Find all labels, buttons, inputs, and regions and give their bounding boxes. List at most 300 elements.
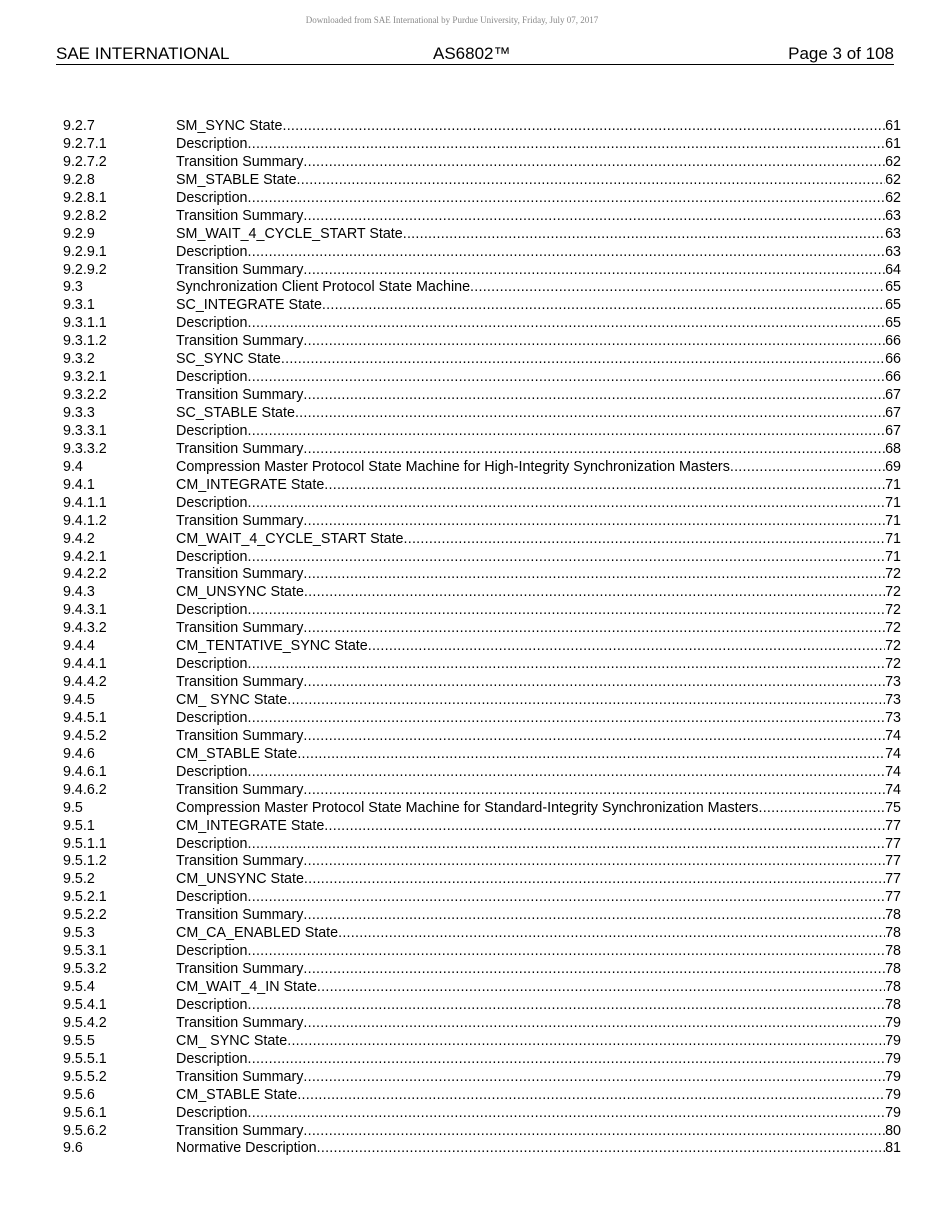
toc-entry-line — [176, 674, 901, 692]
toc-section-number: 9.5.3 — [63, 925, 95, 942]
toc-entry[interactable] — [63, 889, 901, 907]
toc-section-number: 9.5.6.1 — [63, 1104, 107, 1121]
toc-page-number: 77 — [885, 817, 901, 834]
toc-dot-leader — [248, 943, 886, 961]
toc-entry[interactable] — [63, 1105, 901, 1123]
toc-entry-line — [176, 1033, 901, 1051]
toc-page-number: 67 — [885, 422, 901, 439]
toc-section-title: Transition Summary — [176, 727, 304, 744]
toc-page-number: 72 — [885, 638, 901, 655]
toc-entry[interactable] — [63, 1087, 901, 1105]
toc-section-title: Description — [176, 709, 248, 726]
toc-page-number: 67 — [885, 405, 901, 421]
toc-entry[interactable] — [63, 333, 901, 351]
toc-dot-leader — [322, 297, 885, 315]
toc-section-number: 9.5.5.1 — [63, 1050, 107, 1067]
toc-entry-line — [176, 800, 901, 818]
toc-entry-line — [176, 1140, 901, 1158]
toc-entry-line — [176, 638, 901, 656]
toc-section-title: Description — [176, 1104, 248, 1121]
toc-page-number: 74 — [885, 763, 901, 780]
toc-dot-leader — [248, 369, 886, 387]
toc-section-number: 9.5.2.2 — [63, 907, 107, 924]
toc-page-number: 72 — [885, 620, 901, 637]
toc-dot-leader — [248, 997, 886, 1015]
toc-entry-line — [176, 692, 901, 710]
toc-entry[interactable] — [63, 1015, 901, 1033]
toc-page-number: 63 — [885, 207, 901, 224]
toc-dot-leader — [248, 764, 886, 782]
download-note: Downloaded from SAE International by Purdue University, Friday, July 07, 2017 — [305, 15, 599, 25]
toc-entry-line — [176, 907, 901, 925]
toc-section-number: 9.3.3 — [63, 405, 95, 421]
toc-entry-line — [176, 459, 901, 477]
toc-section-number: 9.5.4.2 — [63, 1014, 107, 1031]
toc-entry-line — [176, 172, 901, 190]
toc-page-number: 79 — [885, 1032, 901, 1049]
toc-entry-line — [176, 351, 901, 369]
toc-section-number: 9.2.8 — [63, 171, 95, 188]
toc-section-title: CM_STABLE State — [176, 1086, 298, 1103]
toc-entry-line — [176, 997, 901, 1015]
toc-page-number: 72 — [885, 566, 901, 583]
toc-entry-line — [176, 423, 901, 441]
toc-entry[interactable] — [63, 997, 901, 1015]
toc-section-title: Description — [176, 889, 248, 906]
toc-entry[interactable] — [63, 118, 901, 136]
toc-entry[interactable] — [63, 459, 901, 477]
toc-entry[interactable] — [63, 387, 901, 405]
toc-page-number: 61 — [885, 135, 901, 152]
toc-entry[interactable] — [63, 943, 901, 961]
toc-dot-leader — [470, 279, 885, 297]
toc-entry[interactable] — [63, 315, 901, 333]
toc-dot-leader — [730, 459, 885, 477]
toc-entry-line — [176, 208, 901, 226]
toc-page-number: 78 — [885, 961, 901, 978]
toc-entry[interactable] — [63, 728, 901, 746]
toc-section-number: 9.3.1 — [63, 297, 95, 314]
toc-entry-line — [176, 549, 901, 567]
toc-entry-line — [176, 477, 901, 495]
toc-section-title: Transition Summary — [176, 853, 304, 870]
toc-page-number: 71 — [885, 548, 901, 565]
toc-dot-leader — [248, 190, 886, 208]
toc-section-title: CM_ SYNC State — [176, 1032, 288, 1049]
toc-section-number: 9.5.1.1 — [63, 835, 107, 852]
toc-dot-leader — [304, 871, 885, 889]
toc-entry-line — [176, 369, 901, 387]
toc-section-number: 9.5.4.1 — [63, 996, 107, 1013]
toc-section-number: 9.4.1.1 — [63, 494, 107, 511]
toc-entry-line — [176, 244, 901, 262]
page-header — [56, 44, 894, 65]
toc-dot-leader — [303, 1123, 885, 1141]
toc-section-title: Synchronization Client Protocol State Machine — [176, 279, 471, 296]
toc-entry-line — [176, 136, 901, 154]
toc-dot-leader — [317, 1140, 885, 1158]
toc-page-number: 71 — [885, 530, 901, 547]
toc-dot-leader — [303, 674, 885, 692]
toc-page-number: 75 — [885, 799, 901, 816]
toc-section-number: 9.4.3.2 — [63, 620, 107, 637]
toc-page-number: 79 — [885, 1014, 901, 1031]
toc-page-number: 67 — [885, 387, 901, 404]
toc-entry[interactable] — [63, 674, 901, 692]
toc-entry-line — [176, 333, 901, 351]
toc-entry[interactable] — [63, 1069, 901, 1087]
toc-section-number: 9.5.1.2 — [63, 853, 107, 870]
toc-entry-line — [176, 531, 901, 549]
toc-section-number: 9.4.4.2 — [63, 674, 107, 691]
toc-page-number: 78 — [885, 979, 901, 995]
toc-dot-leader — [303, 154, 885, 172]
toc-dot-leader — [248, 656, 886, 674]
toc-section-title: Transition Summary — [176, 961, 304, 978]
toc-entry-line — [176, 710, 901, 728]
toc-entry-line — [176, 620, 901, 638]
toc-entry-line — [176, 1069, 901, 1087]
toc-entry-line — [176, 961, 901, 979]
toc-page-number: 78 — [885, 907, 901, 924]
toc-entry[interactable] — [63, 190, 901, 208]
toc-section-title: Compression Master Protocol State Machine for Standard-Integrity Synchronization Masters — [176, 799, 759, 816]
toc-entry-line — [176, 836, 901, 854]
toc-section-title: Compression Master Protocol State Machine for High-Integrity Synchronization Masters — [176, 458, 730, 475]
toc-page-number: 63 — [885, 243, 901, 260]
toc-section-title: Description — [176, 835, 248, 852]
toc-dot-leader — [303, 782, 885, 800]
toc-entry[interactable] — [63, 818, 901, 836]
toc-section-title: Description — [176, 189, 248, 206]
toc-entry[interactable] — [63, 262, 901, 280]
toc-page-number: 77 — [885, 835, 901, 852]
toc-dot-leader — [297, 1087, 885, 1105]
toc-entry-line — [176, 297, 901, 315]
toc-section-title: Transition Summary — [176, 440, 304, 457]
toc-dot-leader — [297, 172, 886, 190]
toc-section-number: 9.4 — [63, 458, 83, 475]
toc-entry[interactable] — [63, 584, 901, 602]
toc-section-number: 9.2.7.1 — [63, 135, 107, 152]
toc-section-title: CM_ SYNC State — [176, 692, 288, 708]
toc-section-number: 9.3.3.1 — [63, 422, 107, 439]
toc-entry-line — [176, 566, 901, 584]
toc-section-number: 9.5.2 — [63, 871, 95, 888]
toc-entry[interactable] — [63, 279, 901, 297]
toc-dot-leader — [295, 405, 885, 423]
toc-entry[interactable] — [63, 979, 901, 997]
toc-section-number: 9.3.3.2 — [63, 440, 107, 457]
toc-page-number: 78 — [885, 996, 901, 1013]
toc-section-title: CM_TENTATIVE_SYNC State — [176, 638, 368, 655]
toc-section-number: 9.5.3.2 — [63, 961, 107, 978]
toc-entry[interactable] — [63, 1140, 901, 1158]
toc-section-number: 9.5.3.1 — [63, 943, 107, 960]
toc-page-number: 71 — [885, 476, 901, 493]
toc-dot-leader — [303, 208, 885, 226]
toc-dot-leader — [303, 961, 885, 979]
toc-entry[interactable] — [63, 136, 901, 154]
toc-entry-line — [176, 279, 901, 297]
toc-entry[interactable] — [63, 764, 901, 782]
toc-entry[interactable] — [63, 495, 901, 513]
header-page-number: Page 3 of 108 — [788, 44, 894, 63]
toc-entry-line — [176, 513, 901, 531]
toc-dot-leader — [282, 118, 885, 136]
toc-entry[interactable] — [63, 620, 901, 638]
toc-section-number: 9.5 — [63, 799, 83, 816]
toc-section-number: 9.2.9 — [63, 225, 95, 242]
toc-dot-leader — [303, 333, 885, 351]
toc-page-number: 63 — [885, 225, 901, 242]
toc-dot-leader — [303, 262, 885, 280]
toc-page-number: 68 — [885, 440, 901, 457]
toc-entry[interactable] — [63, 566, 901, 584]
toc-entry[interactable] — [63, 405, 901, 423]
toc-section-number: 9.2.9.1 — [63, 243, 107, 260]
toc-section-title: CM_STABLE State — [176, 745, 298, 762]
toc-entry[interactable] — [63, 244, 901, 262]
toc-section-title: SC_SYNC State — [176, 351, 281, 368]
toc-entry-line — [176, 584, 901, 602]
toc-page-number: 74 — [885, 727, 901, 744]
toc-entry[interactable] — [63, 1051, 901, 1069]
toc-entry[interactable] — [63, 531, 901, 549]
toc-entry[interactable] — [63, 549, 901, 567]
toc-section-number: 9.5.5.2 — [63, 1068, 107, 1085]
toc-section-number: 9.4.5.2 — [63, 727, 107, 744]
toc-dot-leader — [303, 853, 885, 871]
toc-entry[interactable] — [63, 602, 901, 620]
toc-entry[interactable] — [63, 369, 901, 387]
toc-entry[interactable] — [63, 208, 901, 226]
toc-page-number: 66 — [885, 351, 901, 368]
toc-dot-leader — [248, 889, 886, 907]
toc-dot-leader — [248, 244, 886, 262]
toc-page-number: 79 — [885, 1068, 901, 1085]
toc-entry[interactable] — [63, 1033, 901, 1051]
toc-dot-leader — [248, 495, 886, 513]
toc-dot-leader — [248, 602, 886, 620]
toc-page-number: 64 — [885, 261, 901, 278]
toc-entry[interactable] — [63, 513, 901, 531]
toc-page-number: 77 — [885, 889, 901, 906]
toc-entry-line — [176, 190, 901, 208]
toc-section-title: CM_INTEGRATE State — [176, 817, 325, 834]
toc-page-number: 80 — [885, 1122, 901, 1139]
toc-dot-leader — [758, 800, 885, 818]
toc-section-title: Description — [176, 315, 248, 332]
toc-section-number: 9.6 — [63, 1140, 83, 1157]
toc-entry-line — [176, 943, 901, 961]
toc-entry[interactable] — [63, 871, 901, 889]
toc-entry-line — [176, 405, 901, 423]
toc-entry-line — [176, 387, 901, 405]
toc-entry[interactable] — [63, 746, 901, 764]
toc-section-number: 9.3.1.1 — [63, 315, 107, 332]
toc-section-title: Normative Description — [176, 1140, 317, 1157]
toc-entry-line — [176, 656, 901, 674]
toc-dot-leader — [287, 1033, 885, 1051]
toc-dot-leader — [303, 907, 885, 925]
toc-section-title: CM_WAIT_4_CYCLE_START State — [176, 530, 404, 547]
toc-entry-line — [176, 118, 901, 136]
toc-section-title: Transition Summary — [176, 781, 304, 798]
toc-entry[interactable] — [63, 800, 901, 818]
toc-section-title: Description — [176, 763, 248, 780]
toc-section-title: Transition Summary — [176, 153, 304, 170]
toc-entry-line — [176, 871, 901, 889]
toc-page-number: 62 — [885, 189, 901, 206]
header-publisher: SAE INTERNATIONAL — [56, 44, 230, 63]
toc-section-number: 9.4.6.2 — [63, 781, 107, 798]
toc-dot-leader — [248, 1105, 886, 1123]
toc-page-number: 65 — [885, 315, 901, 332]
toc-entry-line — [176, 1087, 901, 1105]
toc-section-title: Transition Summary — [176, 566, 304, 583]
toc-entry[interactable] — [63, 226, 901, 244]
toc-entry[interactable] — [63, 297, 901, 315]
toc-entry[interactable] — [63, 925, 901, 943]
toc-dot-leader — [338, 925, 885, 943]
toc-section-number: 9.3.2 — [63, 351, 95, 368]
toc-page-number: 78 — [885, 925, 901, 942]
toc-page-number: 72 — [885, 656, 901, 673]
toc-entry-line — [176, 764, 901, 782]
toc-section-title: Description — [176, 548, 248, 565]
toc-page-number: 81 — [885, 1140, 901, 1157]
toc-entry[interactable] — [63, 782, 901, 800]
toc-entry-line — [176, 782, 901, 800]
toc-entry[interactable] — [63, 836, 901, 854]
toc-section-title: Transition Summary — [176, 620, 304, 637]
toc-entry[interactable] — [63, 638, 901, 656]
toc-section-number: 9.4.1.2 — [63, 512, 107, 529]
toc-page-number: 69 — [885, 458, 901, 475]
toc-entry[interactable] — [63, 961, 901, 979]
toc-section-number: 9.4.3 — [63, 584, 95, 601]
toc-section-number: 9.5.1 — [63, 817, 95, 834]
toc-dot-leader — [248, 315, 886, 333]
toc-section-title: CM_CA_ENABLED State — [176, 925, 339, 942]
toc-page-number: 77 — [885, 853, 901, 870]
toc-entry[interactable] — [63, 656, 901, 674]
toc-dot-leader — [304, 584, 885, 602]
toc-dot-leader — [281, 351, 885, 369]
toc-page-number: 71 — [885, 494, 901, 511]
toc-dot-leader — [317, 979, 885, 997]
toc-dot-leader — [324, 477, 885, 495]
toc-section-title: Description — [176, 602, 248, 619]
toc-page-number: 62 — [885, 171, 901, 188]
toc-section-title: Transition Summary — [176, 333, 304, 350]
toc-entry[interactable] — [63, 1123, 901, 1141]
toc-section-title: Transition Summary — [176, 1068, 304, 1085]
toc-section-number: 9.5.6 — [63, 1086, 95, 1103]
toc-dot-leader — [303, 620, 885, 638]
toc-section-title: Transition Summary — [176, 261, 304, 278]
toc-entry[interactable] — [63, 154, 901, 172]
toc-entry[interactable] — [63, 907, 901, 925]
toc-entry-line — [176, 889, 901, 907]
toc-section-title: Transition Summary — [176, 1014, 304, 1031]
toc-entry[interactable] — [63, 477, 901, 495]
toc-section-number: 9.2.9.2 — [63, 261, 107, 278]
toc-section-title: Description — [176, 135, 248, 152]
toc-section-title: Description — [176, 656, 248, 673]
toc-entry[interactable] — [63, 853, 901, 871]
toc-page-number: 73 — [885, 709, 901, 726]
toc-entry-line — [176, 441, 901, 459]
toc-page-number: 79 — [885, 1050, 901, 1067]
toc-dot-leader — [303, 387, 885, 405]
toc-section-number: 9.5.4 — [63, 979, 95, 995]
toc-entry-line — [176, 1123, 901, 1141]
toc-section-title: SM_SYNC State — [176, 118, 283, 134]
toc-page-number: 65 — [885, 297, 901, 314]
toc-dot-leader — [248, 423, 886, 441]
toc-entry-line — [176, 746, 901, 764]
toc-dot-leader — [403, 226, 885, 244]
toc-dot-leader — [297, 746, 885, 764]
toc-dot-leader — [248, 136, 886, 154]
toc-page-number: 74 — [885, 781, 901, 798]
toc-section-title: Description — [176, 943, 248, 960]
toc-section-title: Description — [176, 494, 248, 511]
toc-page-number: 62 — [885, 153, 901, 170]
toc-section-title: Description — [176, 1050, 248, 1067]
toc-entry[interactable] — [63, 710, 901, 728]
toc-entry[interactable] — [63, 172, 901, 190]
toc-section-number: 9.4.2.1 — [63, 548, 107, 565]
toc-section-number: 9.4.4 — [63, 638, 95, 655]
toc-section-number: 9.4.2.2 — [63, 566, 107, 583]
toc-dot-leader — [303, 566, 885, 584]
toc-section-number: 9.4.6.1 — [63, 763, 107, 780]
toc-entry[interactable] — [63, 351, 901, 369]
toc-page-number: 61 — [885, 118, 901, 134]
toc-entry-line — [176, 154, 901, 172]
toc-section-number: 9.5.6.2 — [63, 1122, 107, 1139]
toc-dot-leader — [248, 836, 886, 854]
toc-dot-leader — [303, 1069, 885, 1087]
toc-entry-line — [176, 853, 901, 871]
toc-entry-line — [176, 818, 901, 836]
toc-section-title: Description — [176, 369, 248, 386]
toc-section-number: 9.3 — [63, 279, 83, 296]
toc-entry-line — [176, 1051, 901, 1069]
toc-section-title: Transition Summary — [176, 512, 304, 529]
toc-section-title: Transition Summary — [176, 674, 304, 691]
toc-entry[interactable] — [63, 441, 901, 459]
toc-section-title: SM_WAIT_4_CYCLE_START State — [176, 225, 403, 242]
toc-section-number: 9.2.7 — [63, 118, 95, 134]
toc-entry-line — [176, 315, 901, 333]
header-document-id: AS6802™ — [433, 44, 511, 63]
toc-entry[interactable] — [63, 423, 901, 441]
toc-section-number: 9.4.6 — [63, 745, 95, 762]
table-of-contents — [63, 118, 901, 1158]
toc-page-number: 73 — [885, 674, 901, 691]
toc-dot-leader — [303, 1015, 885, 1033]
toc-section-number: 9.2.8.1 — [63, 189, 107, 206]
toc-page-number: 65 — [885, 279, 901, 296]
toc-page-number: 77 — [885, 871, 901, 888]
toc-page-number: 72 — [885, 584, 901, 601]
toc-page-number: 79 — [885, 1086, 901, 1103]
toc-entry[interactable] — [63, 692, 901, 710]
